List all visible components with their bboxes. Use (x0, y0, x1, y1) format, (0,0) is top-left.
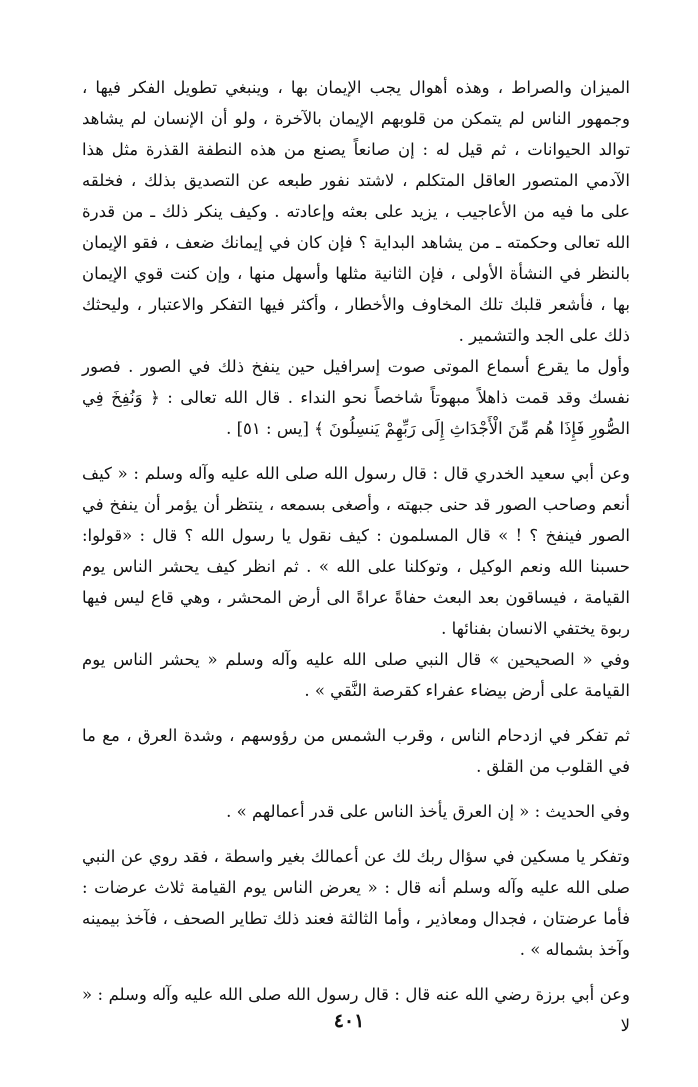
paragraph: وعن أبي برزة رضي الله عنه قال : قال رسول الله صلى الله عليه وآله وسلم : « لا (82, 985, 630, 1035)
paragraph: وفي الحديث : « إن العرق يأخذ الناس على قدر أعمالهم » . (226, 802, 630, 821)
paragraph: الميزان والصراط ، وهذه أهوال يجب الإيمان بها ، وينبغي تطويل الفكر فيها ، وجمهور الناس لم يتمكن من قلوبهم الإيمان بالآخرة ، ولو أن الإنسان لم يشاهد توالد الحيوانات ، ثم قيل له : إن صانعاً يصنع من هذه النطفة القذرة مثل هذا الآدمي المتصور العاقل المتكلم ، لاشتد نفور طبعه عن التصديق بذلك ، فخلقه على ما فيه من الأعاجيب ، يزيد على بعثه وإعادته . وكيف ينكر ذلك ـ من قدرة الله تعالى وحكمته ـ من يشاهد البداية ؟ فإن كان في إيمانك ضعف ، فقو الإيمان بالنظر في النشأة الأولى ، فإن الثانية مثلها وأسهل منها ، وإن كنت قوي الإيمان بها ، فأشعر قلبك تلك المخاوف والأخطار ، وأكثر فيها التفكر والاعتبار ، وليحثك ذلك على الجد والتشمير . (82, 78, 630, 345)
paragraph: وفي « الصحيحين » قال النبي صلى الله عليه وآله وسلم « يحشر الناس يوم القيامة على أرض بيضاء عفراء كقرصة النَّقي » . (82, 650, 630, 700)
paragraph: وأول ما يقرع أسماع الموتى صوت إسرافيل حين ينفخ ذلك في الصور . فصور نفسك وقد قمت ذاهلاً مبهوتاً شاخصاً نحو النداء . قال الله تعالى : ﴿ وَنُفِخَ فِي الصُّورِ فَإِذَا هُم مِّنَ الْأَجْدَاثِ إِلَى رَبِّهِمْ يَنسِلُونَ ﴾ [يس : ٥١] . (82, 357, 630, 438)
paragraph: وعن أبي سعيد الخدري قال : قال رسول الله صلى الله عليه وآله وسلم : « كيف أنعم وصاحب الصور قد حنى جبهته ، وأصغى بسمعه ، ينتظر أن يؤمر أن ينفخ في الصور فينفخ ؟ ! » قال المسلمون : كيف نقول يا رسول الله ؟ قال : «قولوا: حسبنا الله ونعم الوكيل ، وتوكلنا على الله » . ثم انظر كيف يحشر الناس يوم القيامة ، فيساقون بعد البعث حفاةً عراةً الى أرض المحشر ، وهي قاع ليس فيها ربوة يختفي الانسان بفنائها . (82, 464, 630, 638)
body-text (82, 72, 630, 1041)
page-number: ٤٠١ (333, 1010, 365, 1032)
paragraph: وتفكر يا مسكين في سؤال ربك لك عن أعمالك بغير واسطة ، فقد روي عن النبي صلى الله عليه وآله وسلم أنه قال : « يعرض الناس يوم القيامة ثلاث عرضات : فأما عرضتان ، فجدال ومعاذير ، وأما الثالثة فعند ذلك تطاير الصحف ، فآخذ بيمينه وآخذ بشماله » . (82, 847, 630, 959)
paragraph: ثم تفكر في ازدحام الناس ، وقرب الشمس من رؤوسهم ، وشدة العرق ، مع ما في القلوب من القلق . (82, 726, 630, 776)
